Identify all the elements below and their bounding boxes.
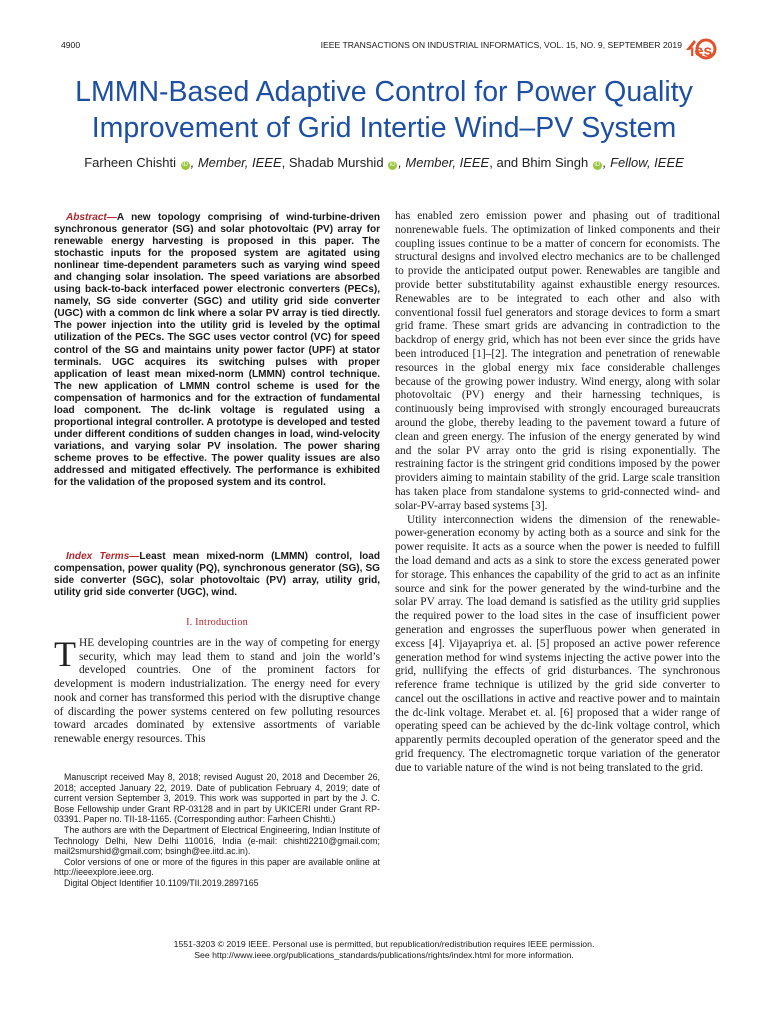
- author-2: , Shadab Murshid: [281, 155, 384, 170]
- footnote-manuscript: Manuscript received May 8, 2018; revised August 20, 2018 and December 26, 2018; accepted January 22, 2019. Date of publication February 4, 2019; date of current version September 3, 2019. This work was supported in part by the J. C. Bose Fellowship under Grant RP-03128 and in part by UKICERI under Grant RP-03391. Paper no. TII-18-1165. (Corresponding author: Farheen Chishti.): [54, 772, 380, 825]
- footnote-doi: Digital Object Identifier 10.1109/TII.2019.2897165: [64, 877, 259, 888]
- journal-citation: IEEE TRANSACTIONS ON INDUSTRIAL INFORMATICS, VOL. 15, NO. 9, SEPTEMBER 2019: [320, 40, 682, 50]
- author-1: Farheen Chishti: [84, 155, 176, 170]
- author-2-role: , Member, IEEE: [398, 155, 490, 170]
- paper-title: [20, 74, 748, 146]
- logo-text: ies: [690, 43, 713, 60]
- orcid-icon[interactable]: iD: [594, 162, 601, 168]
- footnotes: [54, 772, 380, 889]
- copyright-notice: [60, 939, 708, 961]
- drop-cap: T: [54, 634, 76, 674]
- copyright-line-1: 1551-3203 © 2019 IEEE. Personal use is permitted, but republication/redistribution requires IEEE permission.: [173, 939, 595, 949]
- right-column: [395, 210, 720, 776]
- title-line-1: LMMN-Based Adaptive Control for Power Quality: [75, 76, 693, 108]
- ies-logo-graphic: [684, 36, 728, 60]
- page-number: 4900: [61, 40, 81, 50]
- abstract: [54, 212, 380, 489]
- index-terms-text: Least mean mixed-norm (LMMN) control, load compensation, power quality (PQ), synchronous generator (SG), SG side converter (SGC), solar photovoltaic (PV) array, utility grid, utility grid side converter (UGC), wind.: [54, 551, 380, 599]
- abstract-label: Abstract—: [66, 212, 117, 223]
- body-paragraph: has enabled zero emission power and phasing out of traditional nonrenewable fuels. The optimization of linked components and their coupling issues continue to be a matter of concern for economists. The structural designs and involved electro mechanics are to be challenged to provide the anticipated output power. Renewables are tangible and provide better substitutability against exhaustible energy resources. Renewables are to be integrated to each other and also with conventional fossil fuel generators and storage devices to form a smart grid frame. These smart grids are advancing in contradiction to the backdrop of energy grid, which has not been ever since the grids have been introduced [1]–[2]. The integration and penetration of renewable resources in the global energy mix face considerable challenges because of the growing power industry. Wind energy, along with solar photovoltaic (PV) energy and their harnessing techniques, is continuously being improvised with strongly encouraged bureaucrats around the globe, thereby leading to the pavement toward a future of clean and green energy. The infusion of the energy generated by wind and the solar PV array onto the grid is rising exponentially. The restraining factor is the stringent grid conditions imposed by the power providers aiming to maintain stability of the grid. Large scale transition has taken place from standalone systems to grid-connected wind- and solar-PV-array based systems [3].: [395, 210, 720, 512]
- index-terms: [54, 551, 380, 599]
- author-3: , and Bhim Singh: [489, 155, 589, 170]
- copyright-line-2: See http://www.ieee.org/publications_standards/publications/rights/index.html for more information.: [194, 950, 574, 960]
- orcid-icon[interactable]: iD: [182, 162, 188, 168]
- intro-text: HE developing countries are in the way of competing for energy security, which may lead them to stand and join the world’s developed countries. One of the prominent factors for development is modern industrialization. The energy need for every nook and corner has transformed this period with the disruptive change of discarding the power systems centered on few polluting resources toward arcades dominated by extensive assortments of variable renewable energy resources. This: [54, 637, 380, 745]
- author-line: [20, 155, 748, 170]
- footnote-affiliation: The authors are with the Department of Electrical Engineering, Indian Institute of Technology Delhi, New Delhi 110016, India (e-mail: chishti2210@gmail.com; mail2smurshid@gmail.com; bsingh@ee.iitd.ac.in).: [54, 824, 380, 857]
- running-header: [61, 40, 682, 54]
- index-terms-label: Index Terms—: [66, 551, 140, 562]
- ies-logo: [684, 36, 728, 60]
- orcid-icon[interactable]: iD: [389, 162, 396, 168]
- section-heading: I. Introduction: [186, 617, 248, 628]
- author-1-role: , Member, IEEE: [190, 155, 282, 170]
- title-line-2: Improvement of Grid Intertie Wind–PV System: [91, 112, 677, 144]
- abstract-text: A new topology comprising of wind-turbine-driven synchronous generator (SG) and solar photovoltaic (PV) array for renewable energy harvesting is proposed in this paper. The stochastic inputs for the proposed system are agitated using nonlinear time-dependent parameters such as varying wind speed and changing solar insolation. The speed variations are absorbed using back-to-back interfaced power electronic converters (PECs), namely, SG side converter (SGC) and utility grid side converter (UGC) with a common dc link where a solar PV array is tied directly. The power injection into the utility grid is leveled by the optimal utilization of the PECs. The SGC uses vector control (VC) for speed control of the SG and maintains unity power factor (UPF) at stator terminals. UGC acquires its switching pulses with proper application of least mean mixed-norm (LMMN) control technique. The new application of LMMN control scheme is used for the compensation of harmonics and for the extraction of fundamental load component. The dc-link voltage is regulated using a proportional integral controller. A prototype is developed and tested under different conditions of sudden changes in load, wind-velocity variations, and varying solar PV insolation. The power sharing scheme proves to be effective. The power quality issues are also addressed and mitigated effectively. The performance is exhibited for the validation of the proposed system and its control.: [54, 212, 380, 489]
- footnote-color: Color versions of one or more of the figures in this paper are available online at http://ieeexplore.ieee.org.: [54, 856, 380, 878]
- author-3-role: , Fellow, IEEE: [602, 155, 684, 170]
- body-paragraph: Utility interconnection widens the dimension of the renewable-power-generation economy by acting both as a source and sink for the power requisite. It acts as a source when the power is needed to fulfill the load demand and acts as a sink to store the excess generated power for storage. This enhances the capability of the grid to act as an infinite source and sink for the power generated by the wind-turbine and the solar PV array. The load demand is satisfied as the utility grid supplies the required power to the load sites in the case of insufficient power generation and engrosses the superfluous power when generated in excess [4]. Vijayapriya et. al. [5] proposed an active power reference generation method for wind systems injecting the active power into the grid, nullifying the effects of grid disturbances. The synchronous reference frame technique is utilized by the grid side converter to cancel out the oscillations in active and reactive power and to maintain the dc-link voltage. Merabet et. al. [6] proposed that a wider range of operating speed can be achieved by the dc-link voltage control, which apparently permits decoupled operation of the generator speed and the grid frequency. The electromagnetic torque variation of the generator due to variable nature of the wind is not being translated to the grid.: [395, 513, 720, 774]
- intro-paragraph: [54, 634, 380, 747]
